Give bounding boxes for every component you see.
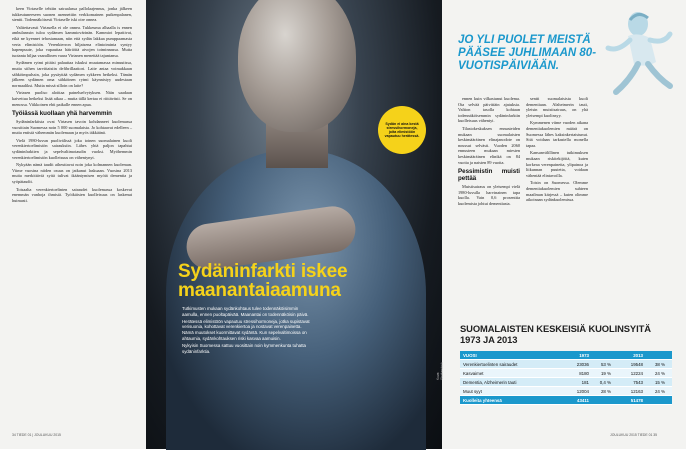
paragraph: keen Virtaselle tehtiin satraalassa pallolaajennus, jonka jälkeen tukkeutuneeseen suonen asennettiin verkkomainen putkenpalanen, stentti. Todennäköisesti Virtaselle iski oire onnea. — [12, 6, 132, 23]
header-cell: 1973 — [579, 352, 589, 358]
cell-label: Kuolleita yhteensä — [463, 397, 502, 403]
cell-value: 12004 — [576, 388, 589, 394]
table-header-row — [460, 351, 672, 360]
cell-value: 38 % — [654, 361, 665, 367]
table-title: SUOMALAISTEN KESKEISIÄ KUOLINSYITÄ 1973 JA 2013 — [460, 323, 651, 345]
section-heading: Pessimistin muisti pettää — [458, 168, 520, 183]
ingress-paragraph: Herätessä elimistöön vapautuu stressihormoneja, jotka supistavat verisuonia, kohottavat verenkiertoa ja nostavat verenpainetta. Nämä muutokset kuormittavat sydäntä. Kun sepelvaltimoissa on ahtaumia, sydänkohtauksen riski kasvaa aamuisin. — [182, 318, 310, 341]
cell-value: 23036 — [576, 361, 589, 367]
paragraph: Nykyään nämä taudit aiheuttavat noin joka kolmannen kuoleman. Viime vuosina niiden osuus on jatkanut laskuaan. Vuosina 2013 muita merkittäviä syitä tulivat ikääntymisen myötä dementia ja syöpätaudit. — [12, 162, 132, 185]
table-total-row — [460, 396, 672, 405]
cell-value: 43411 — [577, 397, 589, 403]
table-row — [460, 378, 672, 387]
cell-value: 53 % — [600, 361, 611, 367]
photo-credit: Kuva: Shutterstock — [436, 362, 444, 380]
ingress-paragraph: Tutkimusten mukaan sydänkohtaus tulee todennäköisimmin aamulla, ennen puoltapäivää. Maanantai on todennäköisin päivä. — [182, 306, 309, 317]
paragraph: Kansanvälillinen tutkimuksen mukaan riskitekijöitä, kuten korkeaa verenpainetta, ylipainoa ja liikunnan puutetta, voidaan vähentää elintavoilla. — [526, 150, 588, 178]
cell-value: 51478 — [630, 397, 643, 403]
article-headline: Sydäninfarkti iskee maanantaiaamuna — [178, 261, 348, 301]
table-row — [460, 360, 672, 369]
caption-badge — [378, 106, 426, 154]
middle-column-2 — [526, 96, 588, 301]
cell-label: Dementia, Alzheimerin tauti — [463, 379, 517, 385]
photo-head — [238, 0, 356, 132]
cell-value: 28 % — [600, 388, 611, 394]
paragraph: Muistisairaus on yleisempi vielä 1980-luvulla harvinainen tapa kuolla. Vain 0,6 prosenttia kuolemista johtui dementiasta. — [458, 184, 520, 206]
cell-value: 0,4 % — [599, 379, 611, 385]
paragraph: sentti suomalaisista kuoli dementiaan. Alzheimerin tauti, yleisin muistisairaus, on yhä yleisempi kuolinsyy. — [526, 96, 588, 118]
paragraph: Tilastokeskuksen ennusteiden mukaan suomalaisten keskimääräinen elinajanodote on noussut selvästi. Vuoden 2060 ennusteen mukaan miesten keskimääräinen elinikä on 84 vuotta ja naisten 89 vuotta. — [458, 125, 520, 165]
cell-value: 19 % — [600, 370, 611, 376]
paragraph: Vielä 1980-luvun puolivälissä joka toinen suomalainen kuoli verenkiertoelimistön sairauksiin. Lähes yhtä paljon tapahtui sydäninfarktien ja sepelvaltimotaudin vuoksi. Myöhemmin verenkiertoelimistön kuolleisuus on vähentynyt. — [12, 137, 132, 160]
header-cell: 2013 — [633, 352, 643, 358]
section-heading: Työiässä kuollaan yhä harvemmin — [12, 110, 112, 118]
table-row — [460, 369, 672, 378]
cell-value: 19548 — [630, 361, 643, 367]
paragraph: Virtasen puoliso aloittaa paineluelvytyksen. Näin saadaan kaivettua hetkeksi lisää aikaa – mutta tällä kertaa ei riittävästi. Se on menossa. Viikkoinen ehti paikalle ennen apua. — [12, 90, 132, 107]
header-cell: VUOSI — [463, 352, 477, 358]
cell-value: 12224 — [630, 370, 643, 376]
right-folio: JOULUKUU 2015 TIEDE 01 35 — [610, 433, 658, 437]
cell-value: 24 % — [654, 370, 665, 376]
paragraph: ennen kuin vilkastunut kuolema. Ota selvää päivittäin ajatuksia. Valtion tasolla kohtaan todennäköisemmin sydäninfarktin kuolleisuus vähentyi. — [458, 96, 520, 124]
cell-label: Kasvaimet — [463, 370, 484, 376]
paragraph: Sydämen rytmi pitäisi palauttaa iskuksi muutamassa minuutissa, mutta siihen tarvittaisiin defibrillaattori. Laite antaa voimakkaan sähköimpulssin, joka pysäyttää sydämen sykkeen hetkeksi. Tämän jälkeen sydämen oma sähköinen rytmi käynnistyy uudestaan normaaliksi. Mutta missä silloin on laite? — [12, 60, 132, 88]
paragraph: Sydäninfarktista ovat Virtasen tavoin kohdanneet kuolemassa vuosittain Suomessa noin 5 000 suomalaista. Jo kohtaavat edelleen – mutta entistä vähemmän kuolemaan ja myös iäkkäänä. — [12, 119, 132, 136]
table-row — [460, 387, 672, 396]
cell-label: Muut syyt — [463, 388, 482, 394]
cell-value: 8180 — [579, 370, 589, 376]
cell-value: 12163 — [630, 388, 643, 394]
paragraph: Toisaalta verenkiertoelinten sairaudet kuolemassa koskevat enemmän vanhoja ihmisiä. Työikäisten kuolleisuus on laskenut huimasti. — [12, 186, 132, 203]
article-ingress — [182, 306, 312, 355]
left-article-column — [12, 6, 132, 436]
cause-of-death-table — [460, 324, 672, 405]
ingress-paragraph: Nykyisin Suomessa sattuu vuosittain noin kymmenkunta tuhatta sydäninfarktia. — [182, 342, 306, 354]
hero-photo — [146, 0, 442, 449]
runner-figure-icon — [600, 6, 674, 98]
runner-illustration — [600, 6, 674, 98]
cell-value: 181 — [581, 379, 589, 385]
paragraph: Kymmenen viime vuoden aikana dementiakuolemien määrä on Suomessa lähes kaksinkertaistunut. Sitä voidaan tarkastella monella tapaa. — [526, 120, 588, 148]
middle-column-1 — [458, 96, 520, 301]
cell-value: 24 % — [654, 388, 665, 394]
paragraph: Valitettavasti Virtasella ei ole onnea. Tukkeuma alhaalla is ennen ambulanssin tuloa sydämen kammiovärinän. Kammiot lepattivat, eikä ne kyennet tehostamaan, niin että sydän lakkaa pumppaamasta verta elimistöön. Verenkierron hiljaisena elintoiminta syntyy hapenpuute, joka vapauttaa häiriöitä aivojen toiminnassa. Mutta tuotanta hiljaa vaarallinen vaara Virtanen menettää tajuntansa. — [12, 24, 132, 58]
paragraph: Toisin on Suomessa. Olemme dementiakuolemien suhteen maailman kärjessä – kuten olimme aikoinaan sydänkuolemissa. — [526, 180, 588, 203]
cell-label: Verenkiertoelinten sairaudet — [463, 361, 518, 367]
caption-badge-text: Sydän ei aina kestä stressihormoneja, joita elimistöön vapautuu herätessä. — [384, 121, 420, 139]
cell-value: 7543 — [633, 379, 643, 385]
right-page-title: JO YLI PUOLET MEISTÄ PÄÄSEE JUHLIMAAN 80-VUOTISPÄIVIÄÄN. — [458, 34, 597, 72]
left-folio: 34 TIEDE 01 | JOULUKUU 2015 — [12, 433, 61, 437]
cell-value: 15 % — [654, 379, 665, 385]
